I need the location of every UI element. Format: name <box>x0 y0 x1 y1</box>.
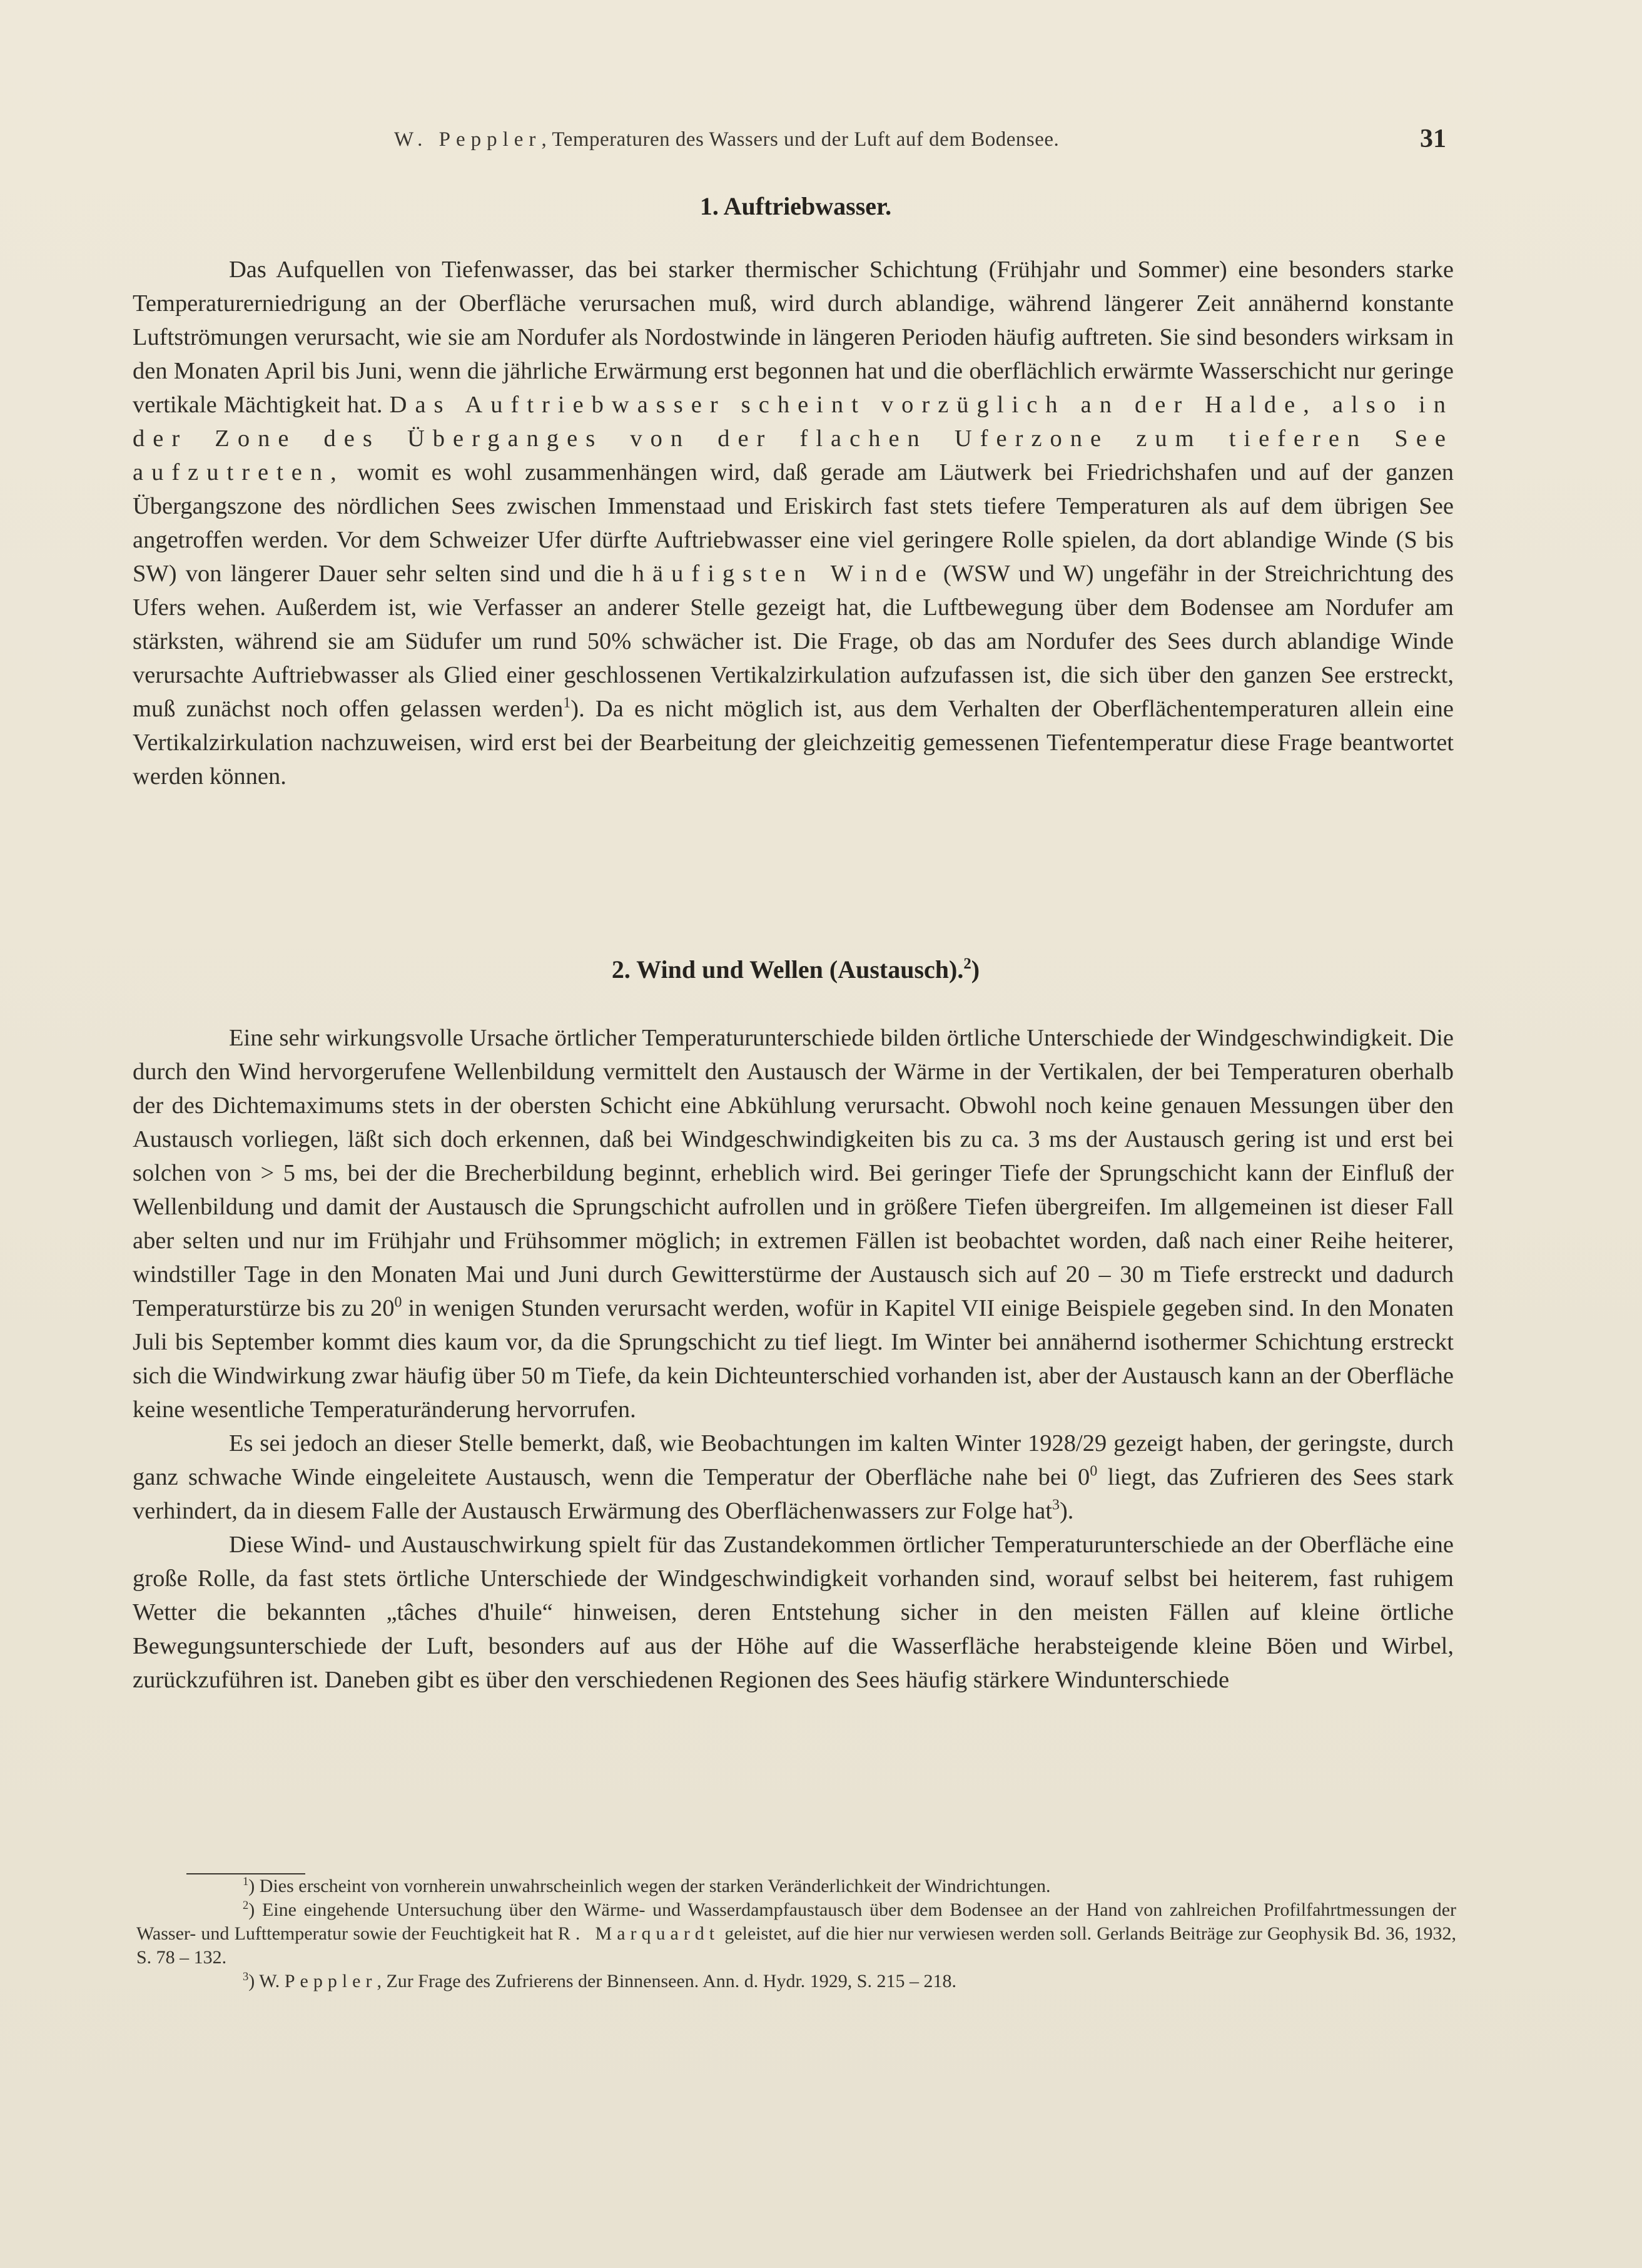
footnote-1: $^1$) Dies erscheint von vornherein unwahrscheinlich wegen der starken Veränderlichkeit der Windrichtungen. <box>243 1874 1051 1896</box>
paragraph: Das Aufquellen von Tiefenwasser, das bei starker thermischer Schichtung (Frühjahr und Sommer) eine besonders starke Temperaturerniedrigung an der Oberfläche verursachen muß, wird durch ablandige, während längerer Zeit annähernd konstante Luftströmungen verursacht, wie sie am Nordufer als Nordostwinde in längeren Perioden häufig auftreten. Sie sind besonders wirksam in den Monaten April bis Juni, wenn die jährliche Erwärmung erst begonnen hat und die oberflächlich erwärmte Wasserschicht nur geringe vertikale Mächtigkeit hat. Das Auftriebwasser scheint vorzüglich an der Halde, also in der Zone des Überganges von der flachen Uferzone zum tieferen See aufzutreten, womit es wohl zusammenhängen wird, daß gerade am Läutwerk bei Friedrichshafen und auf der ganzen Übergangszone des nördlichen Sees zwischen Immenstaad und Eriskirch fast stets tiefere Temperaturen als auf dem übrigen See angetroffen werden. Vor dem Schweizer Ufer dürfte Auftriebwasser eine viel geringere Rolle spielen, da dort ablandige Winde (S bis SW) von längerer Dauer sehr selten sind und die häufigsten Winde (WSW und W) ungefähr in der Streichrichtung des Ufers wehen. Außerdem ist, wie Verfasser an anderer Stelle gezeigt hat, die Luftbewegung über dem Bodensee am Nordufer am stärksten, während sie am Südufer um rund 50% schwächer ist. Die Frage, ob das am Nordufer des Sees durch ablandige Winde verursachte Auftriebwasser als Glied einer geschlossenen Vertikalzirkulation aufzufassen ist, die sich über den ganzen See erstreckt, muß zunächst noch offen gelassen werden$^1$). Da es nicht möglich ist, aus dem Verhalten der Oberflächentemperaturen allein eine Vertikalzirkulation nachzuweisen, wird erst bei der Bearbeitung der gleichzeitig gemessenen Tiefentemperatur diese Frage beantwortet werden können. <box>133 257 1454 790</box>
footnote-ref: 2 <box>963 955 971 973</box>
degree-mark: 0 <box>1090 1463 1098 1480</box>
footnotes <box>136 1874 1456 1993</box>
section-heading-2: 2. Wind und Wellen (Austausch).$^2$) <box>611 955 980 984</box>
section-2-body <box>133 1021 1454 1697</box>
paragraph: Eine sehr wirkungsvolle Ursache örtlicher Temperaturunterschiede bilden örtliche Unterschiede der Windgeschwindigkeit. Die durch den Wind hervorgerufene Wellenbildung vermittelt den Austausch der Wärme in der Vertikalen, der bei Temperaturen oberhalb der des Dichtemaximums stets in der obersten Schicht eine Abkühlung verursacht. Obwohl noch keine genauen Messungen über den Austausch vorliegen, läßt sich doch erkennen, daß bei Windgeschwindigkeiten bis zu ca. 3 ms der Austausch gering ist und erst bei solchen von > 5 ms, bei der die Brecherbildung beginnt, erheblich wird. Bei geringer Tiefe der Sprungschicht kann der Einfluß der Wellenbildung und damit der Austausch die Sprungschicht aufrollen und in größere Tiefen übergreifen. Im allgemeinen ist dieser Fall aber selten und nur im Frühjahr und Frühsommer möglich; in extremen Fällen ist beobachtet worden, daß nach einer Reihe heiterer, windstiller Tage in den Monaten Mai und Juni durch Gewitterstürme der Austausch sich auf 20 – 30 m Tiefe erstreckt und dadurch Temperaturstürze bis zu $20^0$ in wenigen Stunden verursacht werden, wofür in Kapitel VII einige Beispiele gegeben sind. In den Monaten Juli bis September kommt dies kaum vor, da die Sprungschicht zu tief liegt. Im Winter bei annähernd isothermer Schichtung erstreckt sich die Windwirkung zwar häufig über 50 m Tiefe, da kein Dichteunterschied vorhanden ist, aber der Austausch kann an der Oberfläche keine wesentliche Temperaturänderung hervorrufen. <box>133 1025 1454 1423</box>
section-1-body <box>133 253 1454 793</box>
spaced-emphasis: häufigsten Winde <box>632 561 935 587</box>
page-number: 31 <box>1420 125 1446 153</box>
footnote-2: $^2$) Eine eingehende Untersuchung über den Wärme- und Wasserdampfaustausch über dem Bodensee an der Hand von zahlreichen Profilfahrtmessungen der Wasser- und Lufttemperatur sowie der Feuchtigkeit hat R. Marquardt geleistet, auf die hier nur verwiesen werden soll. Gerlands Beiträge zur Geophysik Bd. 36, 1932, S. 78 – 132. <box>136 1898 1456 1968</box>
header-title: , Temperaturen des Wassers und der Luft auf dem Bodensee. <box>541 128 1060 151</box>
footnote-ref: 1 <box>563 694 571 711</box>
header-author: W. Peppler <box>394 128 542 151</box>
paragraph: Es sei jedoch an dieser Stelle bemerkt, daß, wie Beobachtungen im kalten Winter 1928/29 gezeigt haben, der geringste, durch ganz schwache Winde eingeleitete Austausch, wenn die Temperatur der Oberfläche nahe bei $0^0$ liegt, das Zufrieren des Sees stark verhindert, da in diesem Falle der Austausch Erwärmung des Oberflächenwassers zur Folge hat$^3$). <box>133 1430 1454 1524</box>
spaced-emphasis: Das Auftriebwasser scheint vorzüglich an der Halde, also in der Zone des Überganges von der flachen Uferzone zum tieferen See aufzutreten, <box>133 392 1454 486</box>
footnote-3: $^3$) W. Peppler, Zur Frage des Zufrierens der Binnenseen. Ann. d. Hydr. 1929, S. 215 – 218. <box>243 1970 956 1991</box>
running-header <box>394 128 1188 151</box>
section-heading-1: 1. Auftriebwasser. <box>699 192 892 220</box>
footnote-ref: 3 <box>1052 1497 1060 1513</box>
paragraph: Diese Wind- und Austauschwirkung spielt für das Zustandekommen örtlicher Temperaturunterschiede an der Oberfläche eine große Rolle, da fast stets örtliche Unterschiede der Windgeschwindigkeit vorhanden sind, worauf selbst bei heiterem, fast ruhigem Wetter die bekannten „tâches d'huile“ hinweisen, deren Entstehung sicher in den meisten Fällen auf kleine örtliche Bewegungsunterschiede der Luft, besonders auf aus der Höhe auf die Wasserfläche herabsteigende kleine Böen und Wirbel, zurückzuführen ist. Daneben gibt es über den verschiedenen Regionen des Sees häufig stärkere Windunterschiede <box>133 1532 1454 1693</box>
degree-mark: 0 <box>394 1294 402 1311</box>
